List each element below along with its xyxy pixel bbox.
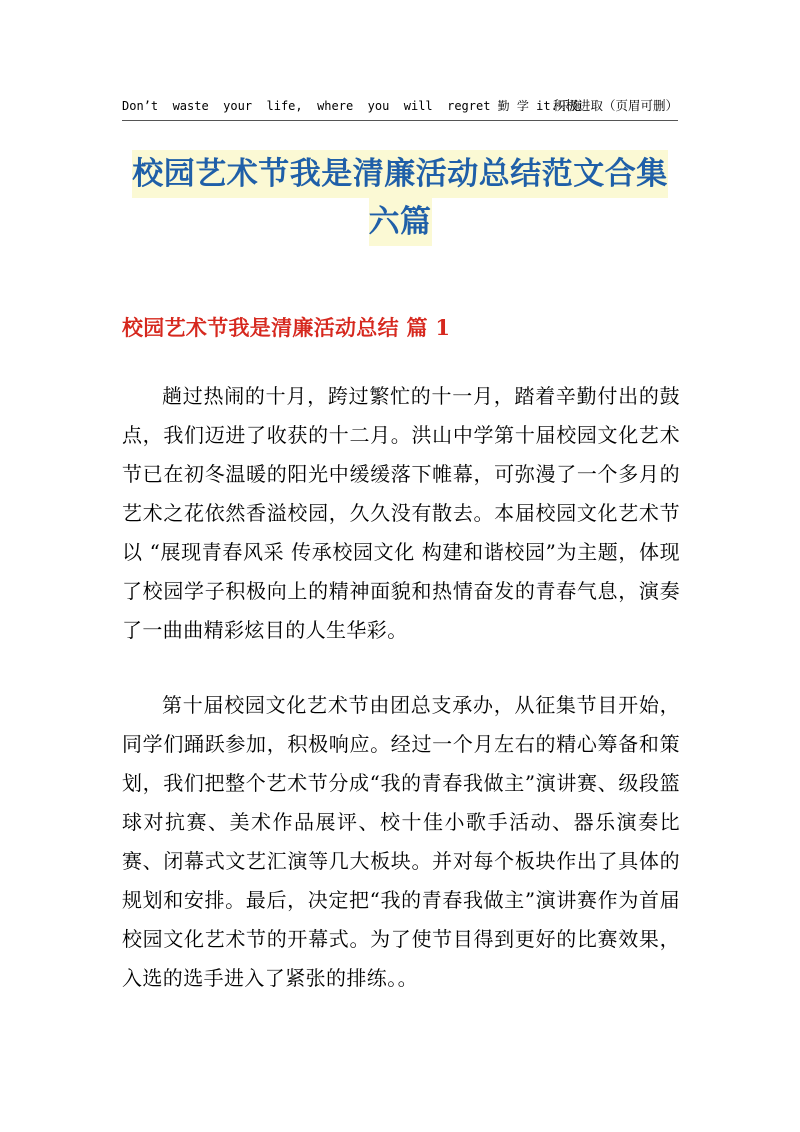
document-title: 校园艺术节我是清廉活动总结范文合集六篇 [132,150,668,246]
page-header [122,96,678,121]
body-paragraph-2: 第十届校园文化艺术节由团总支承办，从征集节目开始，同学们踊跃参加，积极响应。经过一个月左右的精心筹备和策划，我们把整个艺术节分成“我的青春我做主”演讲赛、级段篮球对抗赛、美术作品展评、校十佳小歌手活动、器乐演奏比赛、闭幕式文艺汇演等几大板块。并对每个板块作出了具体的规划和安排。最后，决定把“我的青春我做主”演讲赛作为首届校园文化艺术节的开幕式。为了使节目得到更好的比赛效果，入选的选手进入了紧张的排练。。 [122,693,680,990]
header-motto: Don’t waste your life, where you will regret 勤 学 it.乐施 [122,99,582,113]
header-right-note: 积极进取（页眉可删） [552,98,678,113]
section-heading: 校园艺术节我是清廉活动总结 篇 1 [122,315,451,340]
title-block [122,150,678,246]
body-paragraph-1: 趟过热闹的十月，跨过繁忙的十一月，踏着辛勤付出的鼓点，我们迈进了收获的十二月。洪山中学第十届校园文化艺术节已在初冬温暖的阳光中缓缓落下帷幕，可弥漫了一个多月的艺术之花依然香溢校园，久久没有散去。本届校园文化艺术节以 “展现青春风采 传承校园文化 构建和谐校园”为主题，体现了校园学子积极向上的精神面貌和热情奋发的青春气息，演奏了一曲曲精彩炫目的人生华彩。 [122,384,680,642]
